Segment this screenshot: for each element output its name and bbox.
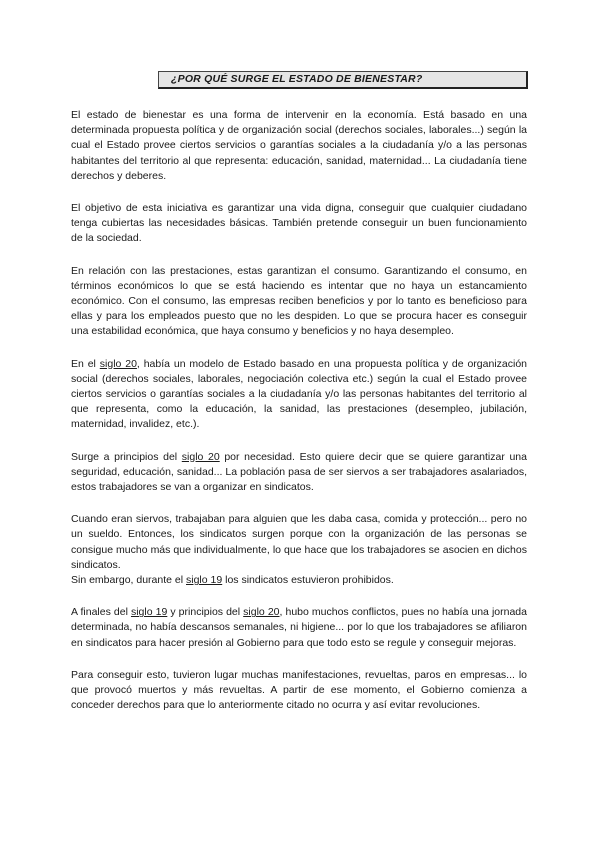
paragraph-5	[71, 450, 527, 496]
paragraph-8	[71, 605, 527, 651]
siglo-19-link[interactable]: siglo 19	[186, 574, 223, 587]
paragraph-5-text-after: por necesidad. Esto quiere decir que se quiere garantizar una seguridad, educación, sanidad... La población pasa de ser siervos a ser trabajadores asalariados, estos trabajadores se van a organizar en sindicatos.	[71, 450, 527, 494]
paragraph-7	[71, 573, 527, 588]
paragraph-7-text-before: Sin embargo, durante el	[71, 574, 186, 587]
paragraph-8-text-before: A finales del	[71, 606, 131, 619]
paragraph-3: En relación con las prestaciones, estas garantizan el consumo. Garantizando el consumo, en términos económicos lo que se está haciendo es intentar que no haya un estancamiento económico. Con el consumo, las empresas reciben beneficios y por lo tanto es beneficioso para ellas y para los empleados puesto que no les despiden. Lo que se procura hacer es conseguir una estabilidad económica, que haya consumo y beneficios y no haya desempleo.	[71, 264, 527, 338]
document-body	[71, 108, 527, 731]
paragraph-5-text-before: Surge a principios del	[71, 450, 182, 463]
siglo-20-link[interactable]: siglo 20	[243, 606, 280, 619]
paragraph-4-text-after: , había un modelo de Estado basado en una propuesta política y de organización social (derechos sociales, laborales, negociación colectiva etc.) según la cual el Estado provee ciertos servicios o garantías sociales a la ciudadanía y/o las personas habitantes del territorio al que representa, como la educación, la sanidad, las prestaciones (desempleo, jubilación, maternidad, invalidez, etc.).	[71, 357, 527, 431]
paragraph-4	[71, 357, 527, 433]
paragraph-7-text-after: los sindicatos estuvieron prohibidos.	[222, 574, 394, 587]
siglo-19-link[interactable]: siglo 19	[130, 606, 168, 619]
paragraph-9: Para conseguir esto, tuvieron lugar muchas manifestaciones, revueltas, paros en empresas... lo que provocó muertos y más revueltas. A partir de ese momento, el Gobierno comienza a conceder derechos para que lo anteriormente citado no ocurra y así evitar revoluciones.	[71, 668, 527, 712]
paragraph-6: Cuando eran siervos, trabajaban para alguien que les daba casa, comida y protección... pero no un sueldo. Entonces, los sindicatos surgen porque con la organización de las personas se consigue mucho más que individualmente, lo que hace que los trabajadores se asocien en dichos sindicatos.	[71, 513, 527, 571]
document-title: ¿POR QUÉ SURGE EL ESTADO DE BIENESTAR?	[158, 71, 528, 89]
paragraph-4-text-before: En el	[71, 357, 100, 370]
paragraph-1: El estado de bienestar es una forma de intervenir en la economía. Está basado en una determinada propuesta política y de organización social (derechos sociales, laborales...) según la cual el Estado provee ciertos servicios o garantías sociales a la ciudadanía y/o a las personas habitantes del territorio al que representa: educación, sanidad, maternidad... La ciudadanía tiene derechos y deberes.	[71, 109, 527, 182]
paragraph-8-text-after: , hubo muchos conflictos, pues no había una jornada determinada, no había descansos semanales, ni higiene... por lo que los trabajadores se afiliaron en sindicatos para hacer presión al Gobierno para que todo esto se regule y conseguir mejoras.	[71, 606, 527, 649]
paragraph-8-text-middle: y principios del	[167, 606, 244, 619]
paragraph-2: El objetivo de esta iniciativa es garantizar una vida digna, conseguir que cualquier ciudadano tenga cubiertas las necesidades básicas. También pretende conseguir un buen funcionamiento de la sociedad.	[71, 202, 527, 245]
siglo-20-link[interactable]: siglo 20	[181, 450, 220, 463]
siglo-20-link[interactable]: siglo 20	[99, 357, 137, 370]
